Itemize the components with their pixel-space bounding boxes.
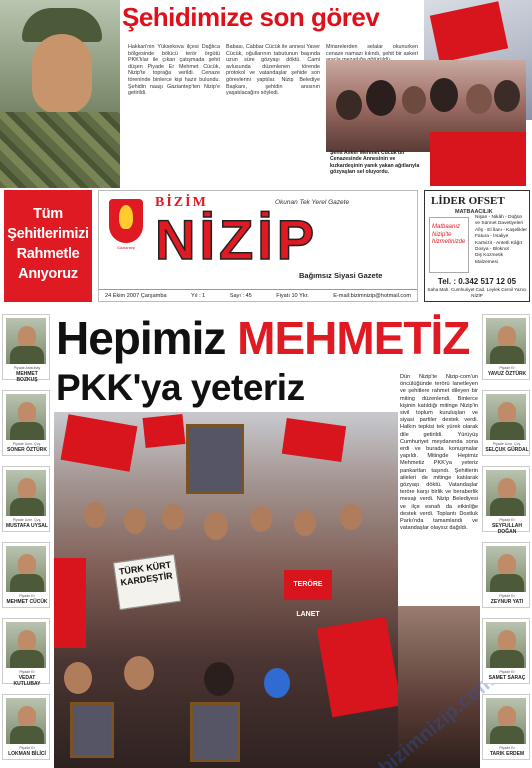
masthead-title: NİZİP — [155, 208, 319, 271]
martyr-photo — [486, 622, 526, 668]
top-photo-caption: Şehit Asker Mehmet Cücük'ün Cenazesinde Annesinin ve kızkardeşinin yanık yakan ağıtlarıyla gözyaşları sel oluyordu. — [330, 150, 420, 176]
issue-email: E-mail:bizimnizip@hotmail.com — [333, 293, 411, 299]
martyr-photo — [6, 622, 46, 668]
rally-banner: TERÖRE LANET — [284, 570, 332, 600]
ad-service-item: ve Sünnet Davetiyeleri — [475, 221, 523, 227]
memorial-line: Tüm — [33, 206, 63, 222]
martyr-photo — [486, 546, 526, 592]
masthead-band — [0, 188, 532, 306]
martyr-name: LOKMAN BİLİCİ — [8, 751, 46, 757]
memorial-line: Anıyoruz — [18, 266, 78, 282]
martyr-photo — [486, 470, 526, 516]
top-article-column-1: Hakkari'nin Yüksekova ilçesi Dağlıca bölgesinde bölücü terör örgütü PKK'lılar ile çıkan çatışmada şehit düşen Piyade Er Mehmet Cücük, Nizip'te toprağa verildi. Cenaze töreninde binlerce kişi hazır bulundu. Şehidin naaşı Gaziantep'ten Nizip'e getirildi. — [128, 44, 220, 97]
main-section — [0, 310, 532, 768]
top-article-column-3: Minarelerden selalar okunurken cenaze namazı kılındı, şehit bir askeri — [326, 44, 418, 57]
issue-date: 24 Ekim 2007 Çarşamba — [105, 293, 167, 299]
newspaper-logo — [98, 190, 418, 302]
martyr-portrait-frame — [70, 702, 114, 758]
torch-emblem-icon — [107, 199, 145, 259]
ad-services-list — [475, 215, 527, 266]
memorial-line: Rahmetle — [16, 246, 80, 262]
martyr-card — [2, 542, 50, 608]
martyr-card — [482, 542, 530, 608]
martyr-name: TARIK ERDEM — [489, 751, 525, 757]
ad-service-item: Fatura - İrsaliye — [475, 234, 509, 240]
martyr-photo — [6, 318, 46, 364]
martyr-card — [482, 618, 530, 684]
martyr-name: SELÇUK GÜRDAL — [485, 447, 529, 453]
headline-red-word: MEHMETİZ — [237, 312, 470, 364]
martyr-photo — [6, 470, 46, 516]
martyrs-column-right — [480, 310, 532, 768]
martyr-name: SONER ÖZTÜRK — [7, 447, 47, 453]
martyr-rank: Piyade Er — [499, 746, 515, 750]
martyr-photo — [486, 318, 526, 364]
ad-slogan: Matbaanız Nizip'te hizmetinizde — [429, 217, 469, 273]
martyr-card — [2, 694, 50, 760]
martyr-rank: Piyade Er — [19, 594, 35, 598]
main-headline-line-1 — [56, 314, 469, 362]
masthead-subtitle: Bağımsız Siyasi Gazete — [299, 271, 383, 280]
martyr-rank: Piyade Uzm. Çvş. — [12, 518, 42, 522]
headline-black-word: Hepimiz — [56, 312, 226, 364]
memorial-line: Şehitlerimizi — [7, 226, 89, 242]
martyr-rank: Piyade Er — [19, 670, 35, 674]
martyr-card — [2, 314, 50, 383]
martyr-rank: Piyade Er — [499, 518, 515, 522]
ad-service-item: Dosya - Bloknot — [475, 247, 509, 253]
ad-service-item: Diş Kozmetik Malzemesi — [475, 253, 503, 265]
main-headline-line-2: PKK'ya yeteriz — [56, 367, 305, 408]
turkish-flag-banner — [430, 132, 526, 186]
ad-telephone: Tel. : 0.342 517 12 05 — [437, 277, 517, 286]
emblem-label: Gaziantep — [116, 245, 136, 250]
print-shop-advert — [424, 190, 530, 302]
martyr-name: ZEYNUR YATI — [490, 599, 524, 605]
martyr-photo — [486, 394, 526, 440]
ad-title: LİDER OFSET — [431, 195, 505, 207]
martyr-photo — [6, 698, 46, 744]
martyr-photo — [486, 698, 526, 744]
issue-number: Sayı : 45 — [229, 293, 252, 299]
masthead-slogan: Okunan Tek Yerel Gazete — [275, 199, 350, 206]
top-article-column-2: Babası, Cabbar Cücük ile annesi Yaver Cücük, oğullarının tabutunun başında uzun süre gözyaşı döktü. Cami avlusunda düzenlenen törende protokol ve vatandaşlar şehide son görevlerini yaptılar. Nizip Belediye Başkanı, şehidin anısının yaşatılacağını söyledi. — [226, 44, 320, 97]
martyr-card — [482, 466, 530, 535]
ad-service-item: Nişan - Nikâh - Düğün — [475, 215, 523, 220]
martyr-card — [2, 618, 50, 687]
ad-address: Saha Mah. Cumhuriyet Cad. Leylek Cemil Yazıcı NİZİP — [427, 287, 527, 298]
martyr-name: SEYFULLAH DOĞAN — [492, 523, 522, 535]
martyr-rank: Piyade Uzm. Çvş. — [492, 442, 522, 446]
issue-info-strip — [99, 289, 417, 301]
issue-year: Yıl : 1 — [190, 293, 206, 299]
camouflage-uniform — [0, 112, 120, 188]
top-headline: Şehidimize son görev — [122, 2, 380, 32]
portrait-face — [32, 34, 92, 114]
martyr-card — [482, 314, 530, 380]
martyr-photo — [6, 394, 46, 440]
martyr-rank: Piyade Uzm. Çvş. — [12, 442, 42, 446]
martyr-rank: Piyade Er — [19, 746, 35, 750]
martyr-rank: Piyade Er — [499, 670, 515, 674]
martyr-name: MEHMET BOZKUŞ — [16, 371, 38, 383]
martyrs-column-left — [0, 310, 52, 768]
martyr-name: SAMET SARAÇ — [488, 675, 526, 681]
top-band — [0, 0, 532, 188]
main-story-text: Dün Nizip'te Nizip-com'un öncülüğünde terörü lanetleyen ve şehitlere rahmet dileyen bir miting düzenlendi. Binlerce kişinin katıldığı mitinge Nizip'in sivil toplum kuruluşları ve siyasi partiler destek verdi. Halkın tepkisi tek yürek olarak dile getirildi. Yürüyüş Cumhuriyet meydanında sona erdi ve burada konuşmalar yapıldı. Mitingde Hepimiz Mehmetiz PKK'ya yeteriz pankartları taşındı. Şehitlerin aileleri de mitinge katılarak gözyaşı döktü. Vatandaşlar teröre karşı birlik ve beraberlik mesajı verdi. Nizip Belediyesi ve ilçe esnafı da etkinliğe destek verdi. Toplantı Dostluk Parkı'nda tamamlandı ve vatandaşlar olaysız dağıldı. — [400, 374, 478, 532]
martyr-name: MEHMET CÜCÜK — [6, 599, 48, 605]
masthead-bizim: BİZİM — [155, 195, 208, 210]
martyr-name: VEDAT KUTLUBAY — [13, 675, 41, 687]
ad-subtitle: MATBAACILIK — [455, 209, 493, 215]
martyr-card — [2, 466, 50, 532]
martyr-portrait-frame — [190, 702, 240, 762]
martyr-rank: Piyade Astsubay — [13, 366, 41, 370]
martyr-card — [2, 390, 50, 456]
martyr-rank: Piyade Er — [499, 366, 515, 370]
ad-service-item: Kartvizit - Antetli Kâğıt — [475, 240, 522, 246]
martyr-portrait-photo — [0, 0, 120, 188]
martyr-photo — [6, 546, 46, 592]
turkish-flag — [430, 1, 508, 63]
martyr-card — [482, 390, 530, 456]
issue-price: Fiyatı 10 Ykr. — [276, 293, 309, 299]
martyr-card — [482, 694, 530, 760]
martyr-portrait-frame — [186, 424, 244, 494]
martyr-name: YAVUZ ÖZTÜRK — [487, 371, 527, 377]
rally-sign: TÜRK KÜRT KARDEŞTİR — [113, 554, 181, 610]
martyr-rank: Piyade Er — [499, 594, 515, 598]
rally-photo — [54, 412, 398, 768]
martyr-name: MUSTAFA UYSAL — [6, 523, 48, 529]
memorial-box — [4, 190, 92, 302]
ad-service-item: Afiş - El İlanı - Kaşelikler — [475, 227, 527, 233]
